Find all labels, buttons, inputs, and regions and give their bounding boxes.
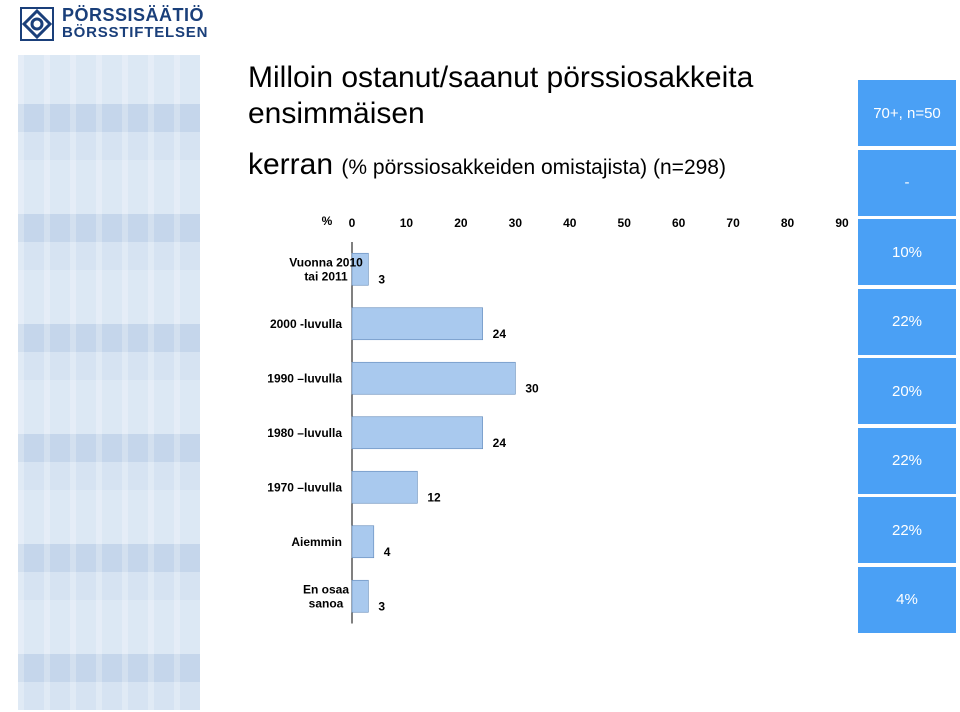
decorative-side-pattern <box>18 55 200 710</box>
x-tick-label: 80 <box>780 216 795 230</box>
axis-unit-label: % <box>321 214 333 228</box>
x-tick-label: 50 <box>617 216 631 230</box>
category-label-line: tai 2011 <box>304 269 348 284</box>
right-column-cell: 4% <box>858 567 956 633</box>
data-label: 3 <box>378 272 386 287</box>
logo-line-2: BÖRSSTIFTELSEN <box>62 24 209 41</box>
category-label-line: sanoa <box>308 596 344 611</box>
bar <box>352 417 483 449</box>
category-label <box>267 426 342 440</box>
x-tick-label: 40 <box>563 216 577 230</box>
category-label <box>267 371 342 385</box>
x-tick-label: 20 <box>454 216 468 230</box>
category-label-line: 1970 –luvulla <box>267 480 342 495</box>
x-tick-label: 70 <box>726 216 740 230</box>
category-label-line: 2000 -luvulla <box>269 316 342 331</box>
bar <box>352 526 374 558</box>
category-label-line: 1990 –luvulla <box>267 371 342 386</box>
bar <box>352 308 483 340</box>
data-label: 30 <box>525 381 539 396</box>
right-column-cell: 22% <box>858 497 956 563</box>
category-label-line: Vuonna 2010 <box>289 255 363 270</box>
data-label: 4 <box>383 544 391 559</box>
category-label <box>270 317 342 331</box>
category-label-line: 1980 –luvulla <box>267 425 342 440</box>
data-label: 24 <box>492 326 507 341</box>
bar <box>352 471 417 503</box>
right-column-cell: 20% <box>858 358 956 424</box>
slide-title: Milloin ostanut/saanut pörssiosakkeita ensimmäisen <box>248 61 754 130</box>
category-label-line: En osaa <box>302 582 350 597</box>
x-tick-label: 90 <box>835 216 849 230</box>
right-column-header: 70+, n=50 <box>858 80 956 146</box>
x-tick-label: 30 <box>508 216 523 230</box>
logo-text <box>62 6 208 42</box>
category-label <box>303 582 349 610</box>
category-label-line: Aiemmin <box>291 534 342 549</box>
x-tick-label: 10 <box>399 216 414 230</box>
bar-chart-svg <box>248 210 853 628</box>
right-column-cell: 22% <box>858 289 956 355</box>
logo-mark-icon <box>20 7 54 41</box>
category-label <box>291 535 342 549</box>
x-tick-label: 0 <box>348 216 356 230</box>
right-column-cell: 10% <box>858 219 956 285</box>
logo-line-1: PÖRSSISÄÄTIÖ <box>62 5 205 25</box>
subtitle-detail: (% pörssiosakkeiden omistajista) (n=298) <box>341 156 726 179</box>
right-column-cell: - <box>858 150 956 216</box>
data-label: 12 <box>427 490 441 505</box>
right-column-cell: 22% <box>858 428 956 494</box>
x-tick-label: 60 <box>671 216 686 230</box>
data-label: 3 <box>378 599 386 614</box>
data-label: 24 <box>492 435 507 450</box>
category-label <box>267 480 342 494</box>
slide-subtitle <box>248 148 868 182</box>
logo <box>20 4 208 44</box>
subtitle-main: kerran <box>248 148 334 181</box>
bar <box>352 580 368 612</box>
bar <box>352 362 515 394</box>
bar-chart <box>248 210 853 628</box>
